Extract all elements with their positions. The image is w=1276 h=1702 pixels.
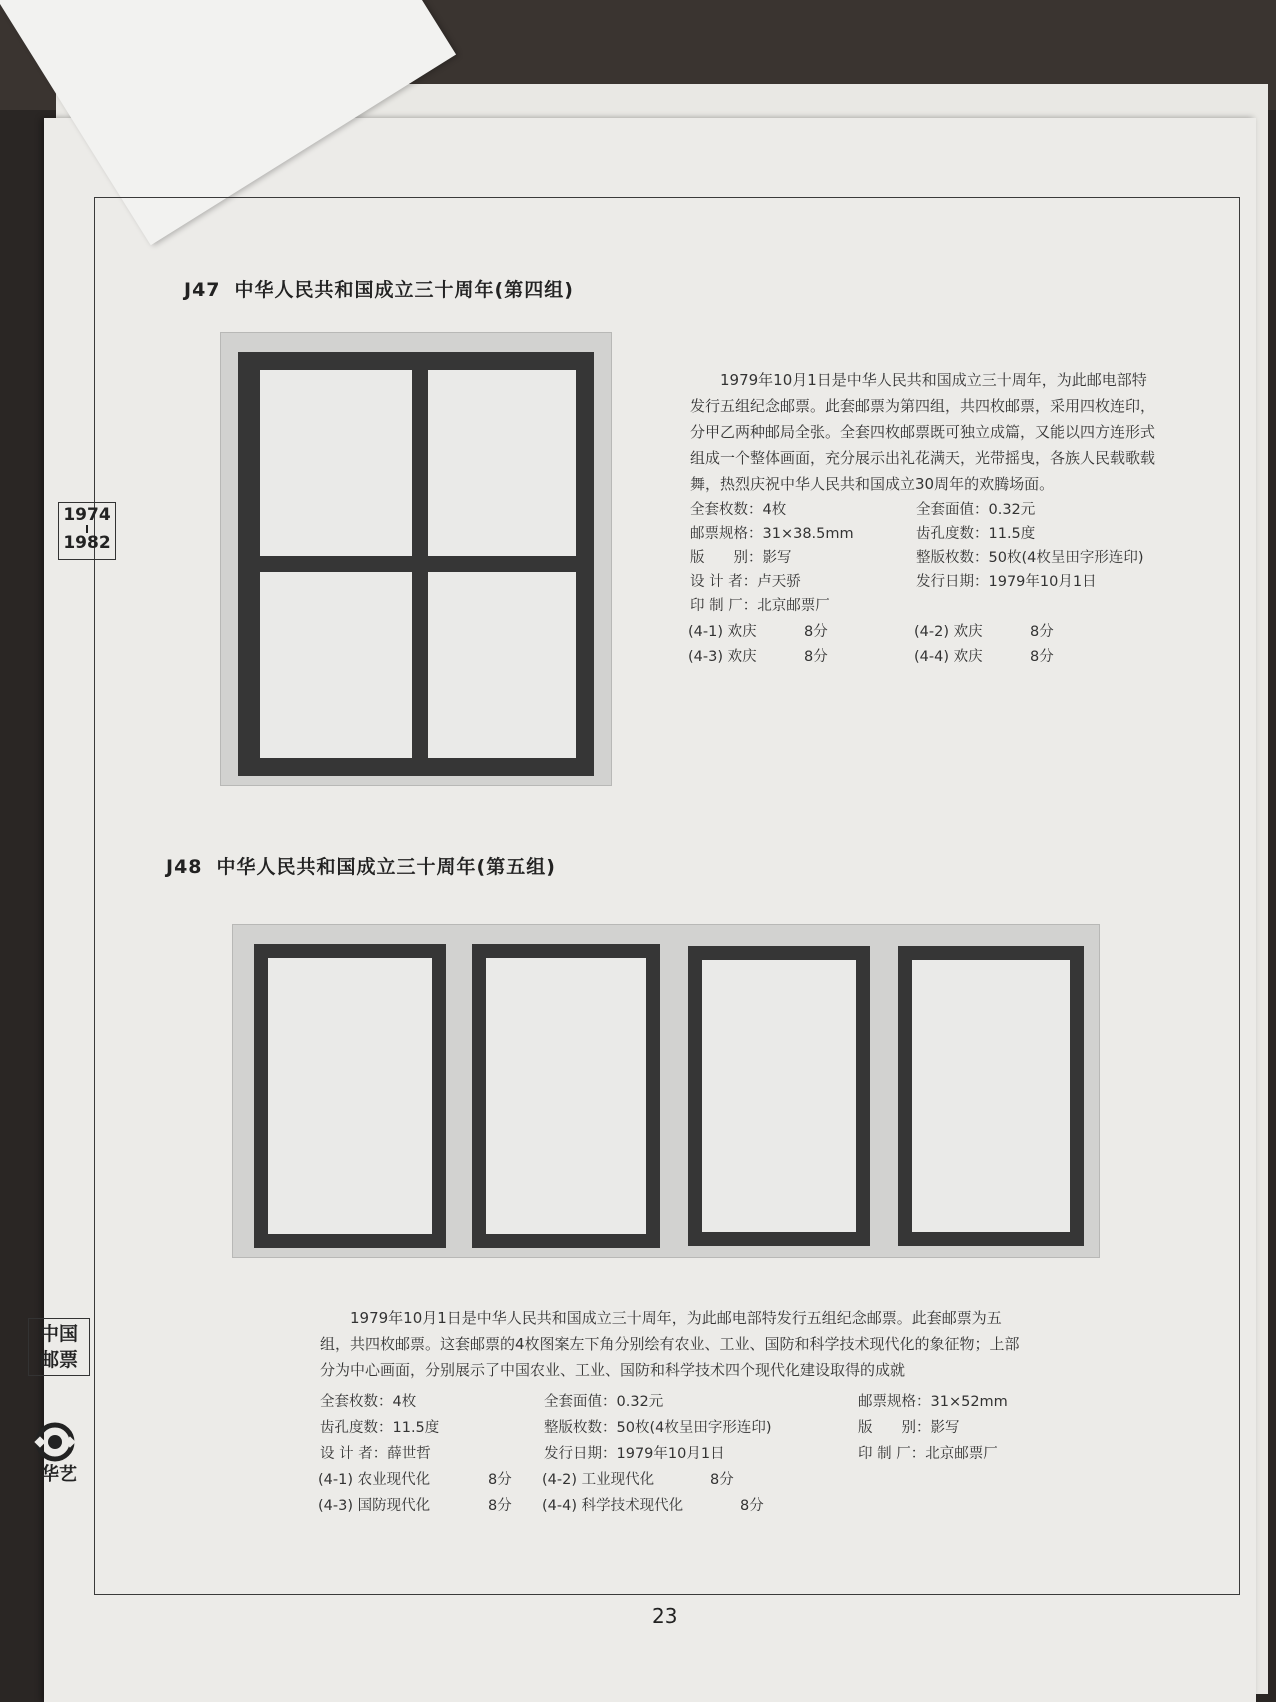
j47-title: [184, 275, 574, 302]
brand-badge: [28, 1318, 90, 1376]
year-range-badge: [58, 502, 116, 560]
j48-title: [166, 852, 556, 879]
j48-spec-size: 邮票规格：31×52mm: [858, 1394, 1008, 1410]
j47-spec-print-type: 版 别：影写: [690, 550, 792, 566]
j48-spec-perforation: 齿孔度数：11.5度: [320, 1420, 440, 1436]
j47-stamp-item-2: (4-2) 欢庆 8分: [914, 624, 1054, 640]
j48-spec-issue-date: 发行日期：1979年10月1日: [544, 1446, 725, 1462]
j47-stamp-item-3: (4-3) 欢庆 8分: [688, 649, 828, 665]
j47-spec-designer: 设 计 者：卢天骄: [690, 574, 801, 590]
year-start: 1974: [63, 505, 111, 525]
j47-title-text: 中华人民共和国成立三十周年(第四组): [234, 279, 574, 301]
j48-description: 1979年10月1日是中华人民共和国成立三十周年，为此邮电部特发行五组纪念邮票。此套邮票为五组，共四枚邮票。这套邮票的4枚图案左下角分别绘有农业、工业、国防和科学技术现代化的象征物；上部分为中心画面，分别展示了中国农业、工业、国防和科学技术四个现代化建设取得的成就: [320, 1309, 1020, 1379]
j47-spec-printer: 印 制 厂：北京邮票厂: [690, 598, 830, 614]
j47-stamp-item-4: (4-4) 欢庆 8分: [914, 649, 1054, 665]
publisher-logo-text: 华艺: [41, 1464, 77, 1485]
j47-spec-issue-date: 发行日期：1979年10月1日: [916, 574, 1097, 590]
year-separator: [86, 525, 88, 533]
j47-spec-size: 邮票规格：31×38.5mm: [690, 526, 854, 542]
j48-stamp-item-1: (4-1) 农业现代化 8分: [318, 1472, 512, 1488]
j47-code: J47: [184, 279, 221, 301]
j48-stamp-4-4: [898, 946, 1084, 1246]
page-number: 23: [652, 1604, 678, 1628]
j48-stamp-4-3: [688, 946, 870, 1246]
j47-stamp-4-3: [260, 572, 412, 758]
j48-stamp-item-3: (4-3) 国防现代化 8分: [318, 1498, 512, 1514]
brand-line-2: 邮票: [39, 1349, 78, 1371]
j47-stamp-4-2: [428, 370, 576, 556]
brand-line-1: 中国: [39, 1323, 78, 1345]
j47-spec-perforation: 齿孔度数：11.5度: [916, 526, 1036, 542]
year-end: 1982: [63, 533, 111, 553]
j47-stamp-block: [238, 352, 594, 776]
j47-spec-face-value: 全套面值：0.32元: [916, 502, 1036, 518]
j48-spec-sheet-count: 整版枚数：50枚(4枚呈田字形连印): [544, 1420, 772, 1436]
j47-stamp-4-1: [260, 370, 412, 556]
j48-stamp-item-2: (4-2) 工业现代化 8分: [542, 1472, 734, 1488]
j48-title-text: 中华人民共和国成立三十周年(第五组): [216, 856, 556, 878]
j48-spec-printer: 印 制 厂：北京邮票厂: [858, 1446, 998, 1462]
j48-code: J48: [166, 856, 203, 878]
j48-stamp-4-1: [254, 944, 446, 1248]
j47-spec-count: 全套枚数：4枚: [690, 502, 787, 518]
j48-spec-face-value: 全套面值：0.32元: [544, 1394, 664, 1410]
j48-stamp-item-4: (4-4) 科学技术现代化 8分: [542, 1498, 764, 1514]
j47-spec-sheet-count: 整版枚数：50枚(4枚呈田字形连印): [916, 550, 1144, 566]
j48-spec-designer: 设 计 者：薛世哲: [320, 1446, 431, 1462]
j47-stamp-item-1: (4-1) 欢庆 8分: [688, 624, 828, 640]
j48-spec-count: 全套枚数：4枚: [320, 1394, 417, 1410]
j48-stamp-4-2: [472, 944, 660, 1248]
j48-spec-print-type: 版 别：影写: [858, 1420, 960, 1436]
j47-stamp-4-4: [428, 572, 576, 758]
j47-description: 1979年10月1日是中华人民共和国成立三十周年，为此邮电部特发行五组纪念邮票。此套邮票为第四组，共四枚邮票，采用四枚连印，分甲乙两种邮局全张。全套四枚邮票既可独立成篇，又能以四方连形式组成一个整体画面，充分展示出礼花满天，光带摇曳，各族人民载歌载舞，热烈庆祝中华人民共和国成立30周年的欢腾场面。: [690, 371, 1156, 493]
